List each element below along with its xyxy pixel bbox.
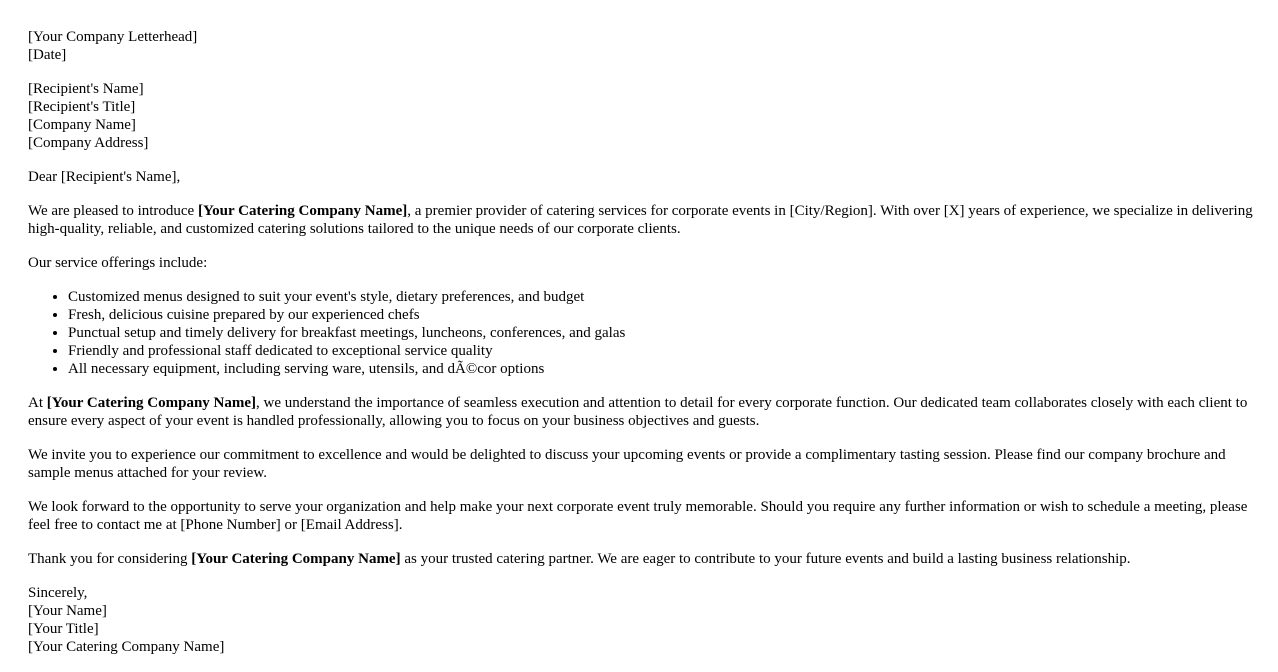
company-name-bold: [Your Catering Company Name] [197,203,408,219]
signoff: Sincerely, [28,585,88,601]
intro-paragraph [28,202,1254,238]
list-item: • Friendly and professional staff dedicated to exceptional service quality [68,342,1254,360]
letter-date: [Date] [28,47,67,63]
list-item: • Fresh, delicious cuisine prepared by our experienced chefs [68,306,1254,324]
recipient-name: [Recipient's Name] [28,81,144,97]
sender-company: [Your Catering Company Name] [28,639,225,655]
commitment-text-end: , we understand the importance of seamless execution and attention to detail for every corporate function. Our dedicated team collaborates closely with each client to ensure every aspect of your event is handled professionally, allowing you to focus on your business objectives and guests. [28,395,1248,429]
intro-text-end: , a premier provider of catering services for corporate events in [City/Region]. With over [X] years of experience, we specialize in delivering high-quality, reliable, and customized catering solutions tailored to the unique needs of our corporate clients. [28,203,1253,237]
followup-paragraph: We look forward to the opportunity to serve your organization and help make your next corporate event truly memorable. Should you require any further information or wish to schedule a meeting, please feel free to contact me at [Phone Number] or [Email Address]. [28,499,1248,533]
salutation: Dear [Recipient's Name], [28,169,181,185]
letterhead-company: [Your Company Letterhead] [28,29,198,45]
thanks-text-end: as your trusted catering partner. We are eager to contribute to your future events and build a lasting business relationship. [400,551,1131,567]
commitment-text-start: At [28,395,47,411]
thanks-text-start: Thank you for considering [28,551,192,567]
commitment-paragraph [28,394,1254,430]
sender-name: [Your Name] [28,603,107,619]
list-item: • Punctual setup and timely delivery for breakfast meetings, luncheons, conferences, and galas [68,324,1254,342]
company-name-bold: [Your Catering Company Name] [191,551,401,567]
letterhead-block [28,28,1254,64]
intro-text-start: We are pleased to introduce [28,203,198,219]
services-heading: Our service offerings include: [28,255,208,271]
thanks-paragraph [28,550,1254,568]
recipient-address: [Company Address] [28,135,149,151]
recipient-title: [Recipient's Title] [28,99,136,115]
invitation-paragraph: We invite you to experience our commitment to excellence and would be delighted to discuss your upcoming events or provide a complimentary tasting session. Please find our company brochure and sample menus attached for your review. [28,447,1226,481]
company-name-bold: [Your Catering Company Name] [46,395,257,411]
list-item: • All necessary equipment, including serving ware, utensils, and dÃ©cor options [68,360,1254,378]
services-list [28,288,1254,378]
letter-document [28,28,1254,672]
recipient-block [28,80,1254,152]
sender-title: [Your Title] [28,621,99,637]
list-item: • Customized menus designed to suit your event's style, dietary preferences, and budget [68,288,1254,306]
closing-block [28,584,1254,656]
recipient-company: [Company Name] [28,117,136,133]
